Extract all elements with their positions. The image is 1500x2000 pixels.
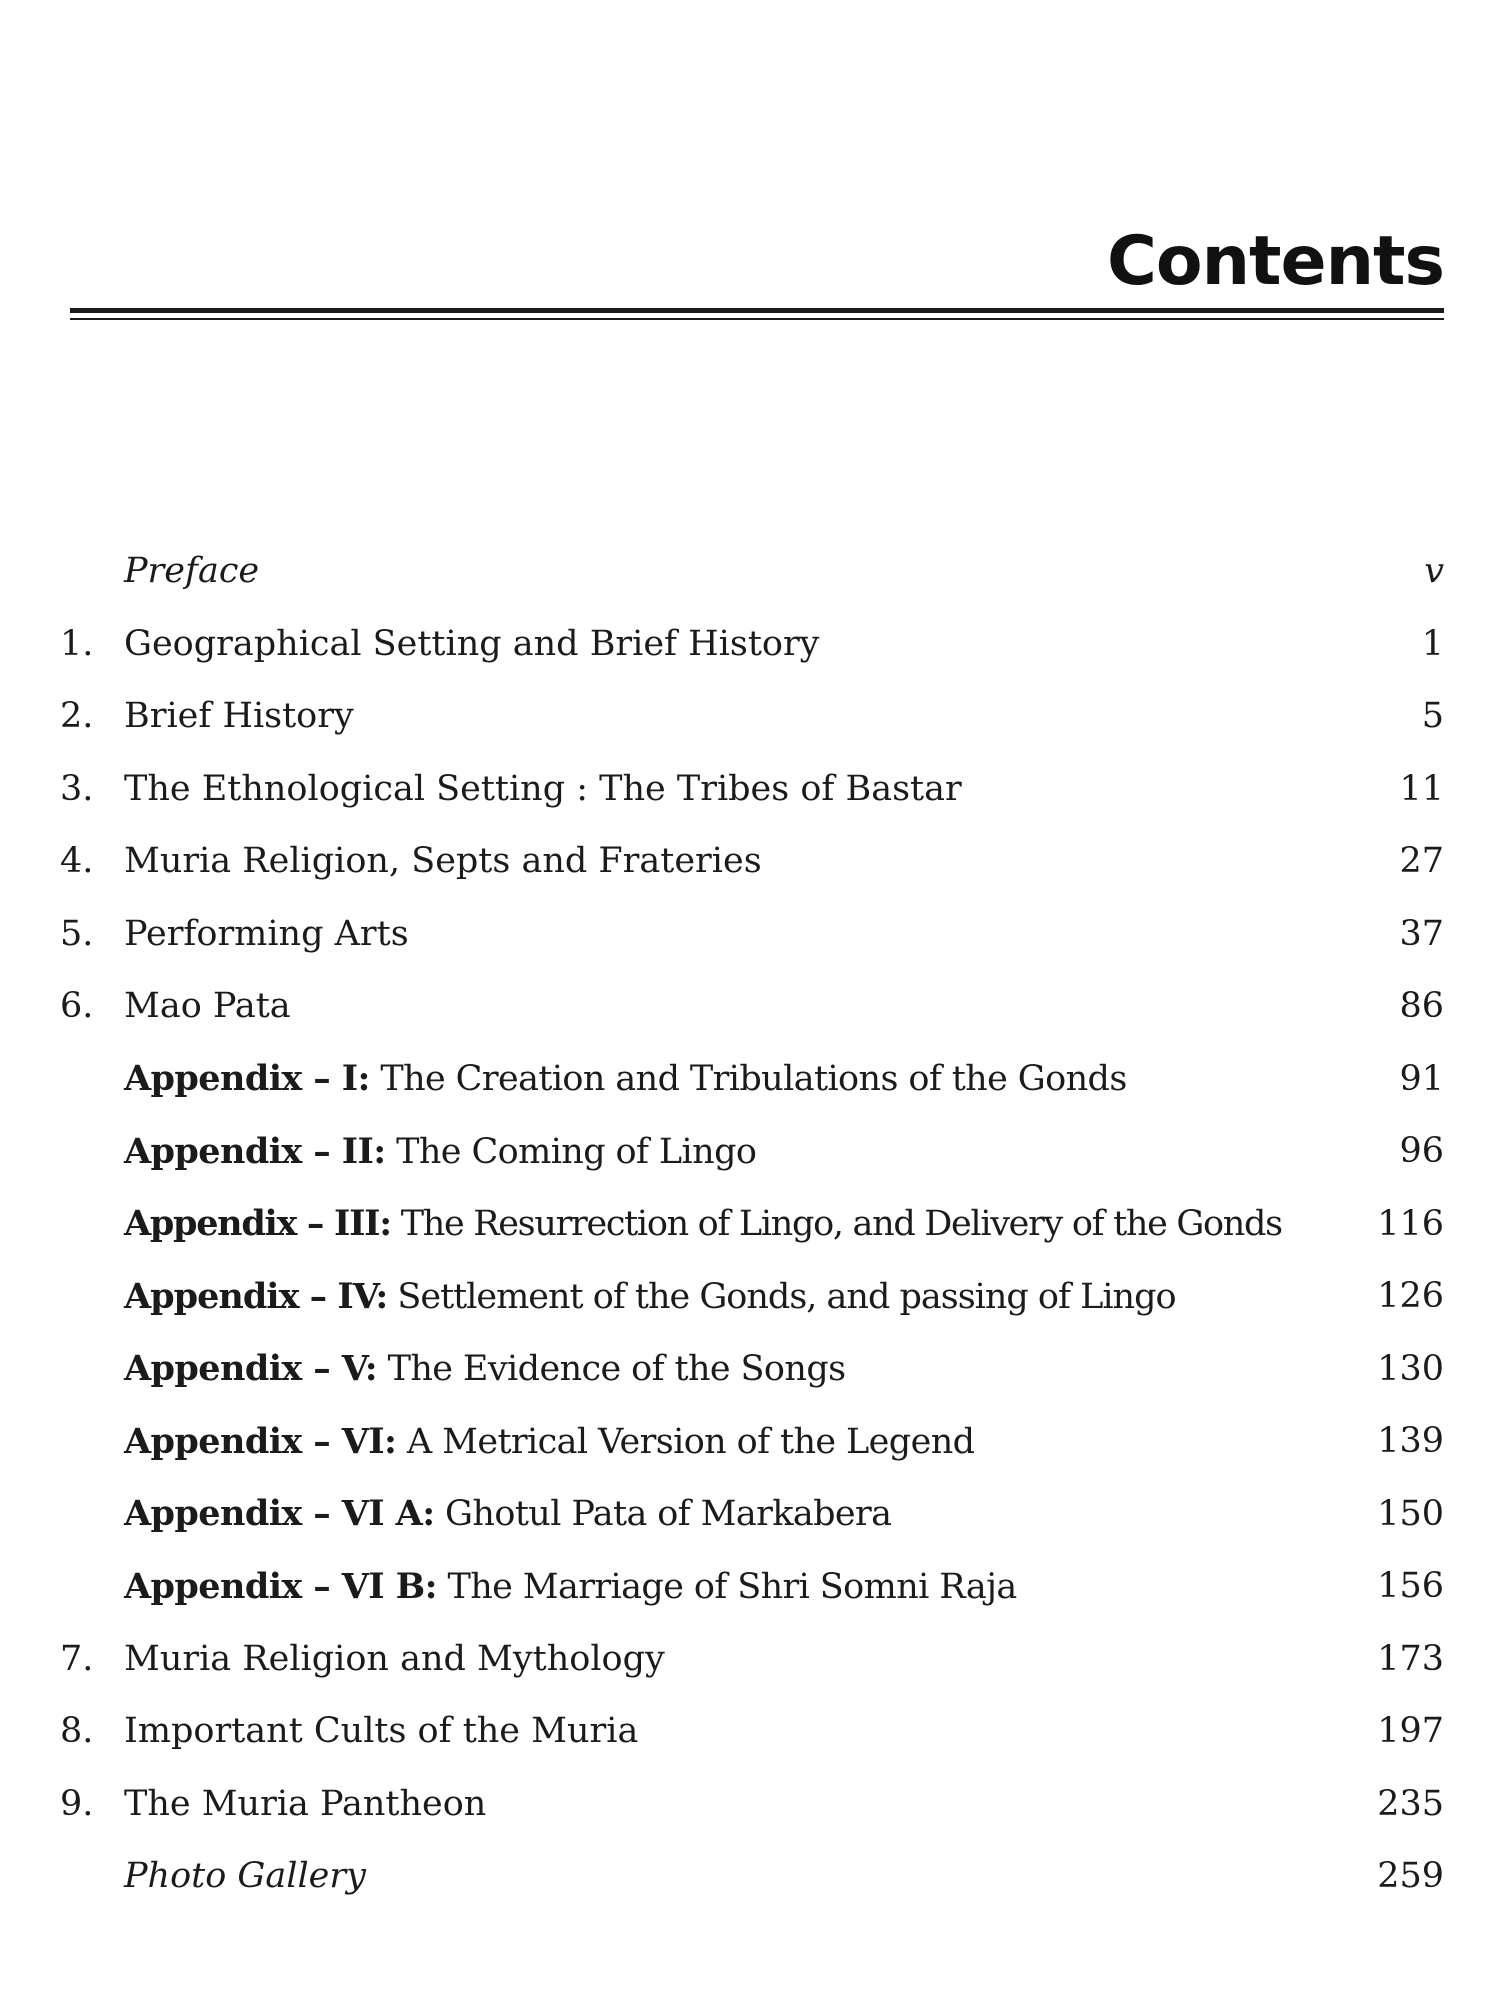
entry-title: A Metrical Version of the Legend [406, 1421, 975, 1462]
entry-title-wrapper [124, 1566, 1377, 1607]
toc-entry-appendix-vi[interactable] [60, 1405, 1444, 1478]
entry-page-number: 1 [1421, 623, 1444, 664]
entry-page-number: 235 [1377, 1783, 1444, 1824]
toc-entry-appendix-iv[interactable] [60, 1260, 1444, 1333]
entry-title: The Evidence of the Songs [387, 1349, 846, 1390]
entry-title-wrapper [124, 1493, 1377, 1534]
entry-page-number: 126 [1377, 1276, 1444, 1317]
entry-title-wrapper [124, 1421, 1377, 1462]
entry-number: 6. [60, 986, 94, 1027]
toc-entry-appendix-i[interactable] [60, 1043, 1444, 1116]
toc-entry-chapter-5[interactable] [60, 898, 1444, 971]
toc-entry-appendix-ii[interactable] [60, 1115, 1444, 1188]
appendix-label: Appendix – II: [124, 1130, 386, 1172]
entry-page-number: 5 [1421, 696, 1444, 737]
toc-list [60, 535, 1444, 1913]
entry-number: 9. [60, 1783, 94, 1824]
entry-title: The Marriage of Shri Somni Raja [447, 1566, 1017, 1607]
appendix-label: Appendix – VI A: [124, 1493, 435, 1535]
entry-title-wrapper [124, 1203, 1377, 1244]
appendix-label: Appendix – III: [124, 1203, 391, 1245]
entry-number: 8. [60, 1711, 94, 1752]
entry-title-wrapper [124, 1276, 1377, 1317]
toc-entry-appendix-vi-b[interactable] [60, 1550, 1444, 1623]
toc-entry-chapter-4[interactable] [60, 825, 1444, 898]
entry-page-number: 150 [1377, 1493, 1444, 1534]
entry-title: The Coming of Lingo [396, 1131, 757, 1172]
entry-number: 4. [60, 841, 94, 882]
toc-entry-chapter-2[interactable] [60, 680, 1444, 753]
toc-entry-preface[interactable] [60, 535, 1444, 608]
toc-entry-chapter-7[interactable] [60, 1623, 1444, 1696]
entry-title: Preface [124, 551, 260, 592]
entry-page-number: 259 [1377, 1856, 1444, 1897]
appendix-label: Appendix – I: [124, 1058, 370, 1100]
entry-page-number: 139 [1377, 1421, 1444, 1462]
entry-title: The Ethnological Setting : The Tribes of Bastar [124, 768, 962, 809]
entry-number: 1. [60, 623, 94, 664]
toc-entry-chapter-3[interactable] [60, 753, 1444, 826]
entry-title: Geographical Setting and Brief History [124, 623, 820, 664]
appendix-label: Appendix – V: [124, 1348, 378, 1390]
entry-page-number: 37 [1399, 913, 1444, 954]
entry-number: 7. [60, 1638, 94, 1679]
entry-page-number: 96 [1399, 1131, 1444, 1172]
entry-title: The Creation and Tribulations of the Gonds [380, 1059, 1127, 1100]
entry-title: Muria Religion and Mythology [124, 1638, 665, 1679]
entry-title-wrapper [124, 1131, 1399, 1172]
entry-page-number: 197 [1377, 1711, 1444, 1752]
entry-title: The Resurrection of Lingo, and Delivery of the Gonds [400, 1204, 1282, 1245]
entry-page-number: 91 [1399, 1058, 1444, 1099]
entry-title: Important Cults of the Muria [124, 1711, 639, 1752]
entry-title: Settlement of the Gonds, and passing of Lingo [397, 1276, 1176, 1317]
entry-title: Ghotul Pata of Markabera [445, 1494, 892, 1535]
appendix-label: Appendix – VI B: [124, 1565, 437, 1607]
toc-entry-chapter-8[interactable] [60, 1695, 1444, 1768]
entry-title: Brief History [124, 696, 354, 737]
toc-entry-chapter-9[interactable] [60, 1768, 1444, 1841]
entry-title: Muria Religion, Septs and Frateries [124, 841, 762, 882]
title-rule-thin [70, 318, 1444, 320]
toc-entry-photo-gallery[interactable] [60, 1840, 1444, 1913]
entry-page-number: 11 [1399, 768, 1444, 809]
title-rule-thick [70, 308, 1444, 313]
entry-title-wrapper [124, 1348, 1377, 1389]
page-title: Contents [1106, 222, 1444, 301]
entry-page-number: 27 [1399, 841, 1444, 882]
entry-number: 2. [60, 696, 94, 737]
toc-entry-appendix-v[interactable] [60, 1333, 1444, 1406]
entry-number: 5. [60, 913, 94, 954]
entry-page-number: 173 [1377, 1638, 1444, 1679]
entry-title: The Muria Pantheon [124, 1783, 487, 1824]
entry-title: Photo Gallery [124, 1856, 366, 1897]
appendix-label: Appendix – VI: [124, 1420, 397, 1462]
appendix-label: Appendix – IV: [124, 1275, 388, 1317]
entry-page-number: 116 [1377, 1203, 1444, 1244]
entry-title: Performing Arts [124, 913, 409, 954]
entry-page-number: v [1424, 551, 1444, 592]
toc-entry-chapter-1[interactable] [60, 608, 1444, 681]
entry-page-number: 130 [1377, 1348, 1444, 1389]
toc-entry-chapter-6[interactable] [60, 970, 1444, 1043]
toc-entry-appendix-vi-a[interactable] [60, 1478, 1444, 1551]
toc-entry-appendix-iii[interactable] [60, 1188, 1444, 1261]
entry-page-number: 156 [1377, 1566, 1444, 1607]
entry-page-number: 86 [1399, 986, 1444, 1027]
entry-number: 3. [60, 768, 94, 809]
entry-title: Mao Pata [124, 986, 291, 1027]
entry-title-wrapper [124, 1058, 1399, 1099]
